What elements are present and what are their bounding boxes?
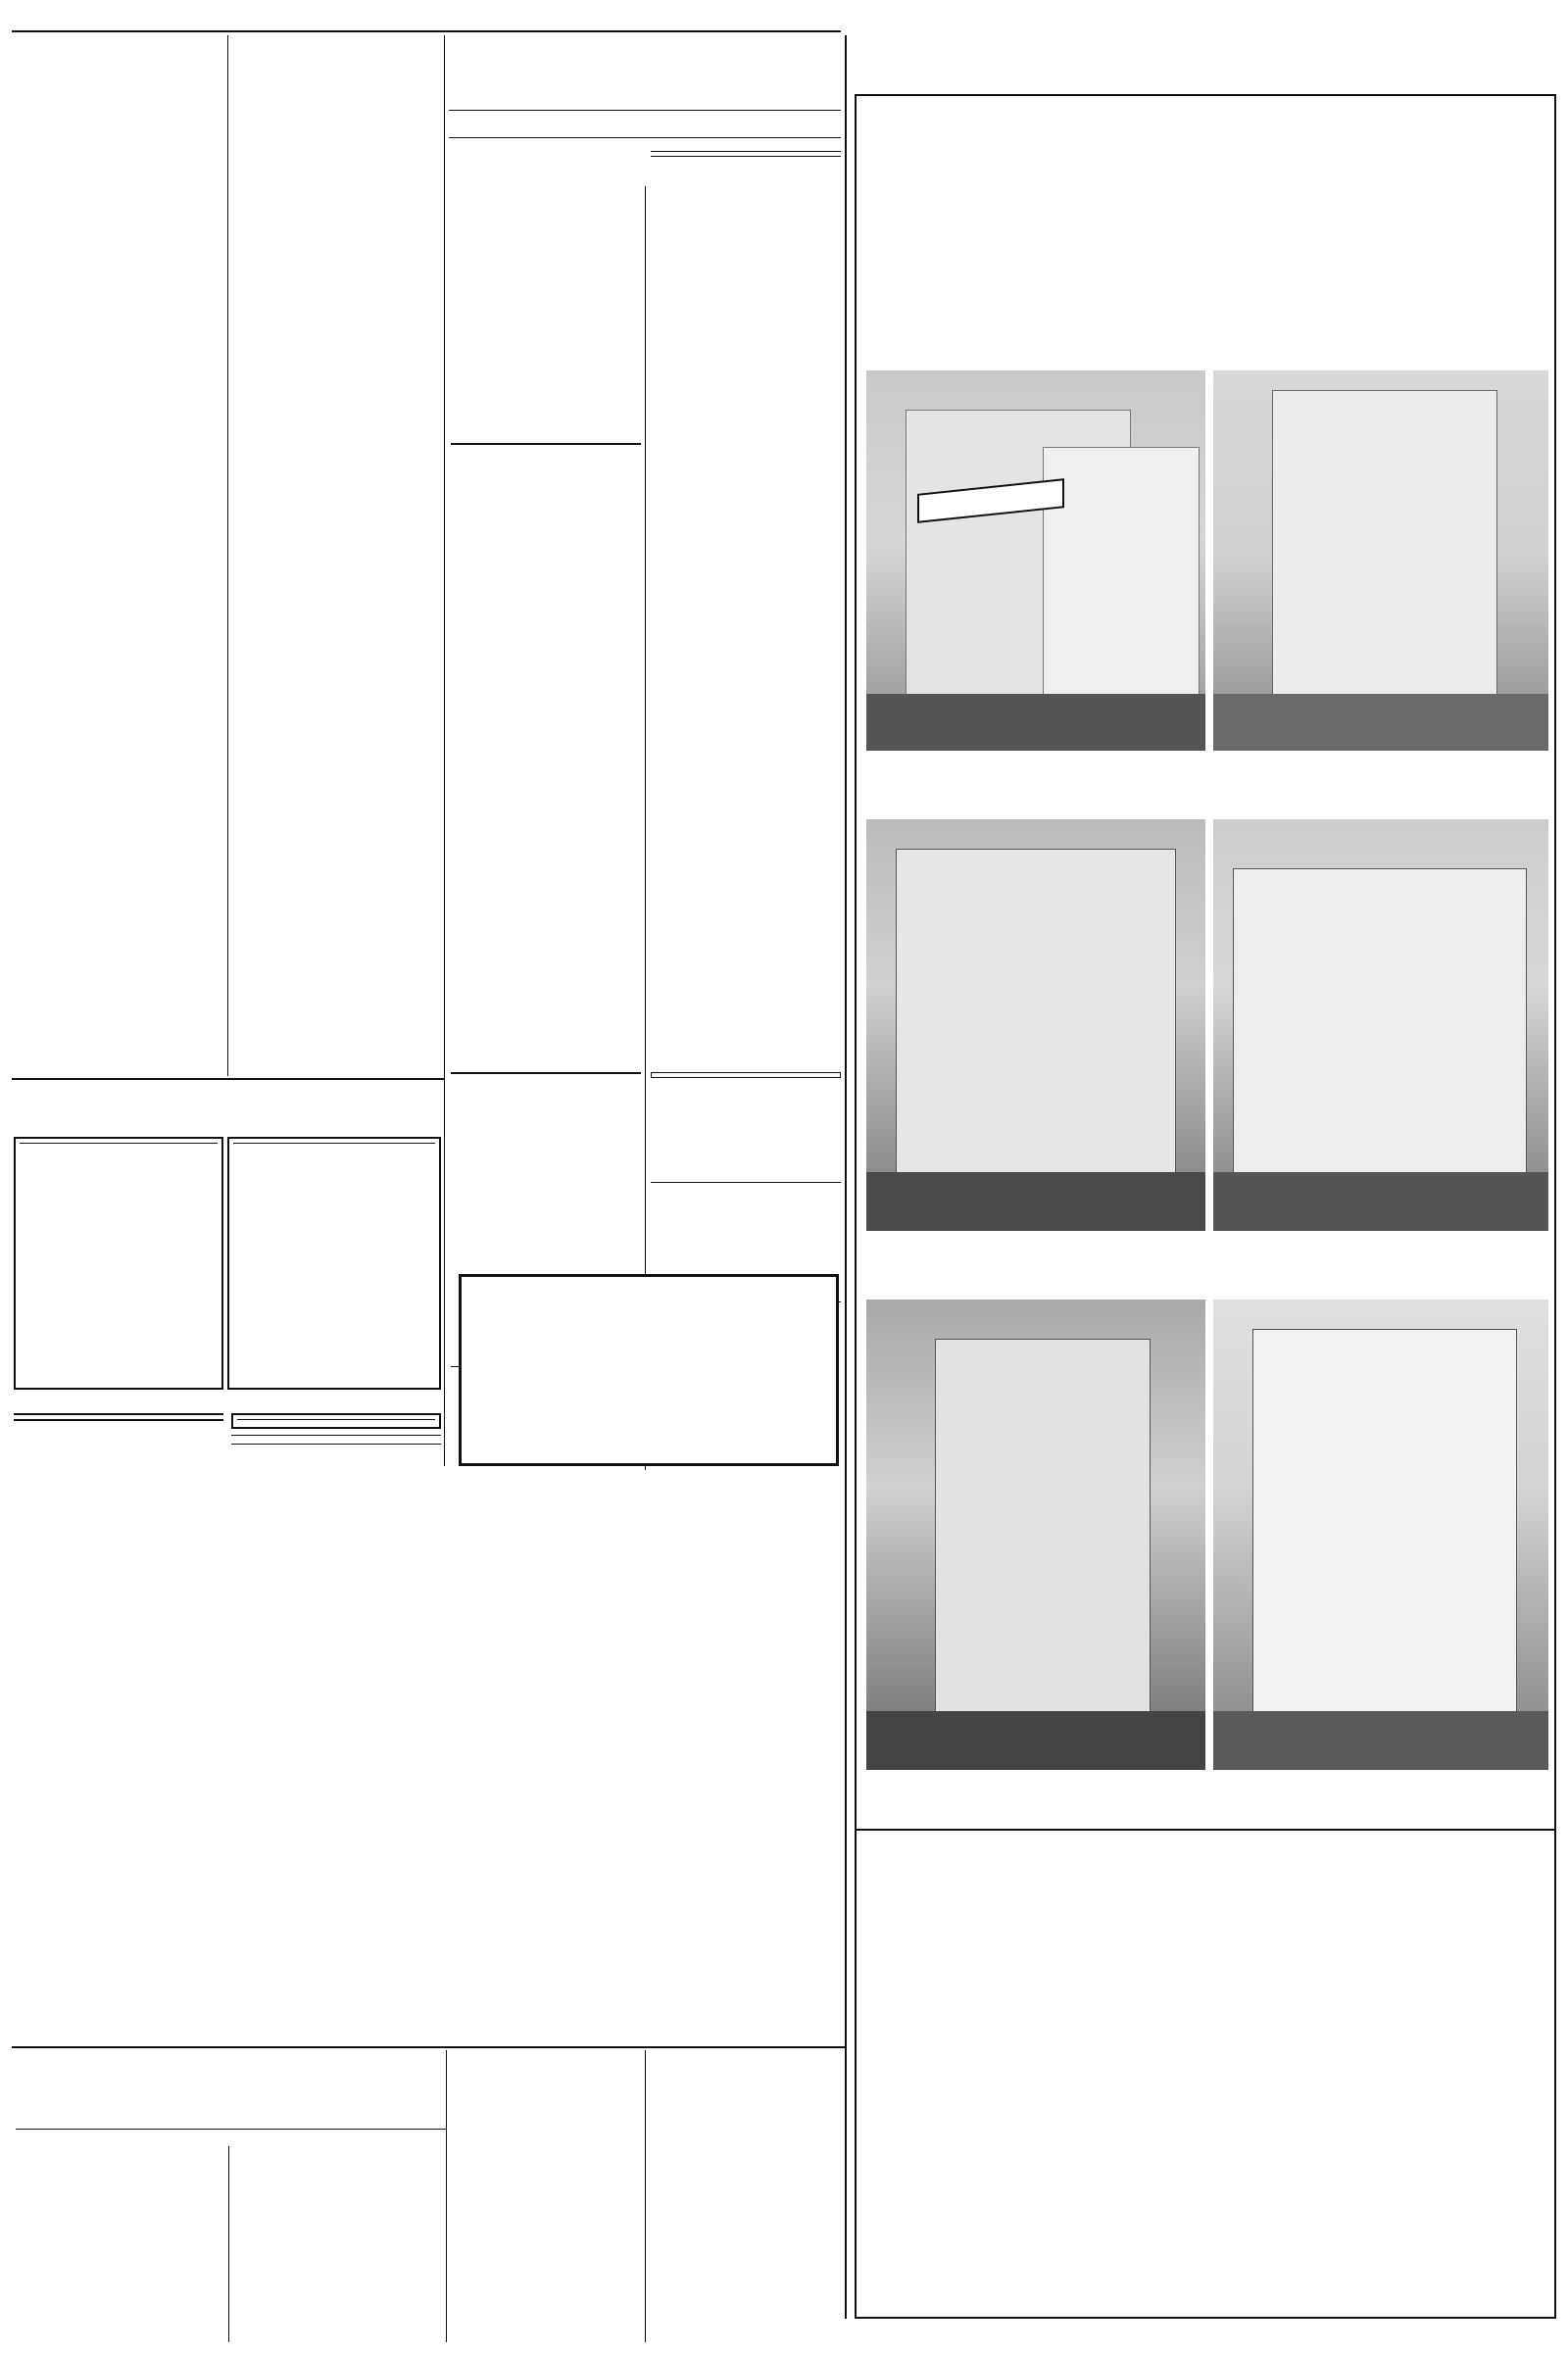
column-rule xyxy=(227,35,228,1076)
header-rule xyxy=(12,30,841,32)
building-facade xyxy=(1043,447,1200,733)
lottery-rule xyxy=(857,1829,1554,1831)
novel-title xyxy=(16,2068,382,2127)
despoina-title xyxy=(233,1143,435,1144)
street xyxy=(866,694,1205,751)
street xyxy=(1213,1711,1548,1770)
theamata-title xyxy=(59,37,392,94)
ntestal-title xyxy=(480,37,809,106)
page-header xyxy=(14,12,445,29)
ntestal-rule xyxy=(449,137,841,138)
island-heading xyxy=(651,151,841,157)
ote-title xyxy=(451,1072,641,1078)
filippos-column xyxy=(231,1413,441,2040)
filippos-title xyxy=(237,1419,435,1420)
novel-col-2 xyxy=(233,2150,443,2346)
building-facade xyxy=(1252,1329,1517,1760)
lottery-title-1 xyxy=(857,102,1554,210)
street xyxy=(866,1172,1205,1231)
house-photo-1 xyxy=(866,370,1205,751)
ntestal-col-1 xyxy=(451,208,639,443)
house-photo-5 xyxy=(866,1300,1205,1770)
ntestal-rule xyxy=(449,110,841,111)
house-photo-4 xyxy=(1213,819,1548,1231)
building-facade xyxy=(935,1339,1151,1760)
caption-1 xyxy=(866,755,1548,813)
street xyxy=(1213,1172,1548,1231)
building-facade xyxy=(1233,868,1527,1221)
building-facade xyxy=(896,849,1176,1221)
house-photo-6 xyxy=(1213,1300,1548,1770)
novel-col-1 xyxy=(16,2164,225,2346)
argosaronikos-title xyxy=(231,1435,441,1438)
theamata-col-1 xyxy=(14,100,221,1080)
section-rule xyxy=(12,1078,444,1080)
novel-col-3 xyxy=(451,2050,641,2344)
novel-col-4 xyxy=(651,2050,841,2344)
typaldos-title xyxy=(14,1413,223,1421)
filippos-box xyxy=(231,1413,441,1429)
theamata-col-2 xyxy=(233,100,439,1080)
anakoinosis-box xyxy=(459,1274,839,1466)
kyklades-title xyxy=(231,1444,441,1447)
lottery-notice xyxy=(651,1072,841,1180)
proki-title xyxy=(651,1182,841,1185)
column-rule xyxy=(845,35,847,2319)
caption-2 xyxy=(866,1235,1548,1294)
street xyxy=(866,1711,1205,1770)
house-photo-2 xyxy=(1213,370,1548,751)
caption-3 xyxy=(866,1774,1548,1823)
column-rule xyxy=(228,2146,229,2342)
pantelis-box xyxy=(14,1137,223,1390)
despoina-box xyxy=(227,1137,441,1390)
pantelis-title xyxy=(20,1143,218,1144)
column-rule xyxy=(645,2050,646,2342)
novel-rule xyxy=(16,2129,447,2130)
street xyxy=(1213,694,1548,751)
section-rule xyxy=(12,2046,845,2048)
column-rule xyxy=(444,35,445,1466)
column-rule xyxy=(446,2050,447,2342)
dromologia-title xyxy=(39,1082,412,1131)
crossword xyxy=(451,443,641,1070)
crossword-title xyxy=(451,443,641,448)
building-facade xyxy=(1272,390,1497,733)
ekp-title xyxy=(651,1072,841,1078)
typaldos-column xyxy=(14,1413,223,2040)
house-photo-3 xyxy=(866,819,1205,1231)
lottery-title-2 xyxy=(857,208,1554,316)
